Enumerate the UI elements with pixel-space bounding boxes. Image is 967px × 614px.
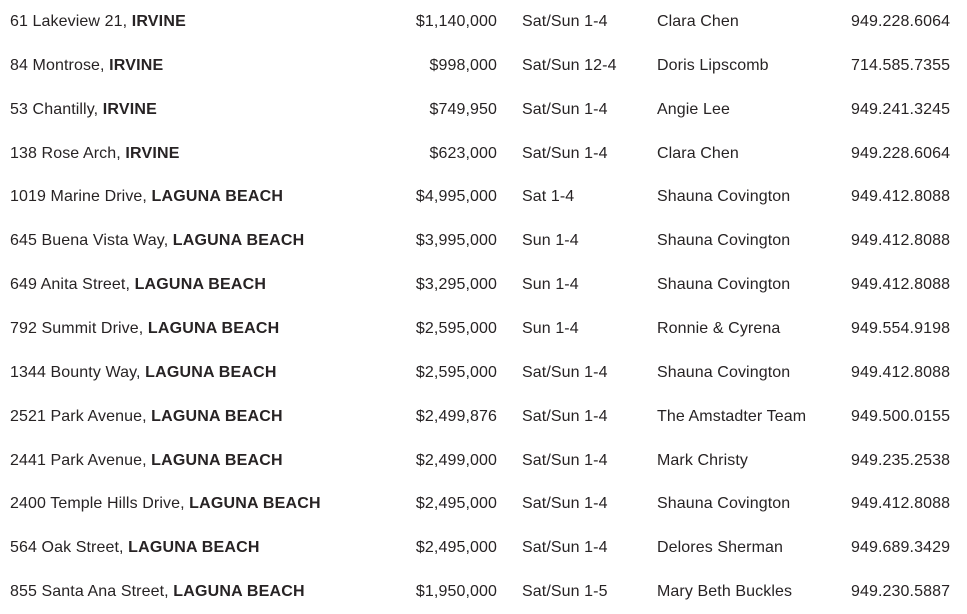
table-row	[10, 439, 958, 483]
table-row	[10, 219, 958, 263]
table-row	[10, 307, 958, 351]
listing-price: $1,140,000	[415, 12, 497, 30]
agent-name: Clara Chen	[657, 12, 739, 30]
table-row	[10, 175, 958, 219]
agent-phone: 949.241.3245	[851, 100, 951, 118]
agent-phone: 949.228.6064	[851, 12, 951, 30]
listing-address	[10, 496, 380, 512]
open-house-time: Sun 1-4	[522, 276, 579, 294]
open-house-time: Sat/Sun 1-4	[522, 12, 608, 30]
listing-address	[10, 146, 380, 162]
table-row	[10, 526, 958, 570]
table-row	[10, 132, 958, 176]
listing-price: $4,995,000	[415, 188, 497, 206]
agent-phone: 949.412.8088	[851, 363, 951, 381]
agent-name: Delores Sherman	[657, 539, 783, 557]
street-address: 2441 Park Avenue,	[10, 452, 147, 469]
open-house-time: Sat/Sun 1-4	[522, 100, 608, 118]
agent-name: Ronnie & Cyrena	[657, 319, 781, 337]
listing-address	[10, 453, 380, 469]
listing-price: $2,595,000	[415, 319, 497, 337]
agent-phone: 949.500.0155	[851, 407, 951, 425]
agent-name: Angie Lee	[657, 100, 730, 118]
street-address: 1344 Bounty Way,	[10, 364, 141, 381]
city-name: LAGUNA BEACH	[147, 320, 280, 337]
agent-name: Shauna Covington	[657, 276, 791, 294]
listing-address	[10, 365, 380, 381]
agent-name: Doris Lipscomb	[657, 56, 769, 74]
open-house-time: Sat/Sun 1-4	[522, 363, 608, 381]
listing-price: $3,995,000	[415, 232, 497, 250]
agent-phone: 949.412.8088	[851, 276, 951, 294]
listing-address	[10, 102, 380, 118]
street-address: 2521 Park Avenue,	[10, 408, 147, 425]
city-name: IRVINE	[131, 13, 186, 30]
table-row	[10, 0, 958, 44]
listing-price: $623,000	[429, 144, 497, 162]
city-name: LAGUNA BEACH	[128, 540, 260, 557]
table-row	[10, 570, 958, 614]
city-name: LAGUNA BEACH	[151, 189, 284, 206]
listing-price: $2,495,000	[415, 539, 497, 557]
street-address: 645 Buena Vista Way,	[10, 233, 169, 250]
table-row	[10, 351, 958, 395]
street-address: 2400 Temple Hills Drive,	[10, 496, 185, 513]
agent-phone: 949.412.8088	[851, 495, 951, 513]
agent-phone: 949.412.8088	[851, 232, 951, 250]
listing-price: $2,499,876	[415, 407, 497, 425]
table-row	[10, 482, 958, 526]
open-house-time: Sat/Sun 12-4	[522, 56, 617, 74]
table-row	[10, 395, 958, 439]
agent-phone: 949.689.3429	[851, 539, 951, 557]
street-address: 564 Oak Street,	[10, 540, 124, 557]
agent-name: Shauna Covington	[657, 363, 791, 381]
open-house-time: Sat 1-4	[522, 188, 575, 206]
listing-price: $1,950,000	[415, 583, 497, 601]
table-row	[10, 88, 958, 132]
listing-price: $749,950	[429, 100, 497, 118]
agent-phone: 949.235.2538	[851, 451, 951, 469]
agent-phone: 949.554.9198	[851, 319, 951, 337]
city-name: LAGUNA BEACH	[189, 496, 321, 513]
agent-phone: 949.412.8088	[851, 188, 951, 206]
open-house-time: Sat/Sun 1-4	[522, 407, 608, 425]
city-name: IRVINE	[102, 101, 157, 118]
open-house-time: Sat/Sun 1-4	[522, 495, 608, 513]
agent-name: Mary Beth Buckles	[657, 583, 793, 601]
city-name: LAGUNA BEACH	[151, 408, 283, 425]
listing-address	[10, 409, 380, 425]
listing-address	[10, 58, 380, 74]
listing-price: $2,595,000	[415, 363, 497, 381]
city-name: LAGUNA BEACH	[172, 233, 305, 250]
table-row	[10, 263, 958, 307]
street-address: 649 Anita Street,	[10, 277, 131, 294]
street-address: 1019 Marine Drive,	[10, 189, 147, 206]
listing-price: $998,000	[429, 56, 497, 74]
agent-name: Mark Christy	[657, 451, 748, 469]
listing-price: $2,499,000	[415, 451, 497, 469]
open-house-time: Sat/Sun 1-4	[522, 539, 608, 557]
agent-name: Clara Chen	[657, 144, 739, 162]
listing-address	[10, 584, 380, 600]
agent-phone: 949.230.5887	[851, 583, 951, 601]
open-house-time: Sat/Sun 1-5	[522, 583, 608, 601]
table-row	[10, 44, 958, 88]
listing-address	[10, 540, 380, 556]
agent-name: Shauna Covington	[657, 188, 791, 206]
listing-address	[10, 189, 380, 205]
city-name: LAGUNA BEACH	[151, 452, 283, 469]
city-name: LAGUNA BEACH	[134, 277, 267, 294]
listing-address	[10, 321, 380, 337]
listing-address	[10, 233, 380, 249]
open-house-time: Sat/Sun 1-4	[522, 144, 608, 162]
street-address: 792 Summit Drive,	[10, 320, 144, 337]
agent-name: The Amstadter Team	[657, 407, 807, 425]
city-name: IRVINE	[109, 57, 164, 74]
street-address: 84 Montrose,	[10, 57, 105, 74]
agent-phone: 714.585.7355	[851, 56, 951, 74]
listing-address	[10, 14, 380, 30]
open-house-time: Sun 1-4	[522, 319, 579, 337]
listing-address	[10, 277, 380, 293]
listing-price: $2,495,000	[415, 495, 497, 513]
agent-phone: 949.228.6064	[851, 144, 951, 162]
street-address: 61 Lakeview 21,	[10, 13, 128, 30]
open-house-time: Sun 1-4	[522, 232, 579, 250]
listing-price: $3,295,000	[415, 276, 497, 294]
open-house-time: Sat/Sun 1-4	[522, 451, 608, 469]
street-address: 138 Rose Arch,	[10, 145, 121, 162]
agent-name: Shauna Covington	[657, 232, 791, 250]
street-address: 53 Chantilly,	[10, 101, 99, 118]
city-name: LAGUNA BEACH	[173, 584, 305, 601]
street-address: 855 Santa Ana Street,	[10, 584, 169, 601]
city-name: IRVINE	[125, 145, 180, 162]
city-name: LAGUNA BEACH	[145, 364, 277, 381]
agent-name: Shauna Covington	[657, 495, 791, 513]
